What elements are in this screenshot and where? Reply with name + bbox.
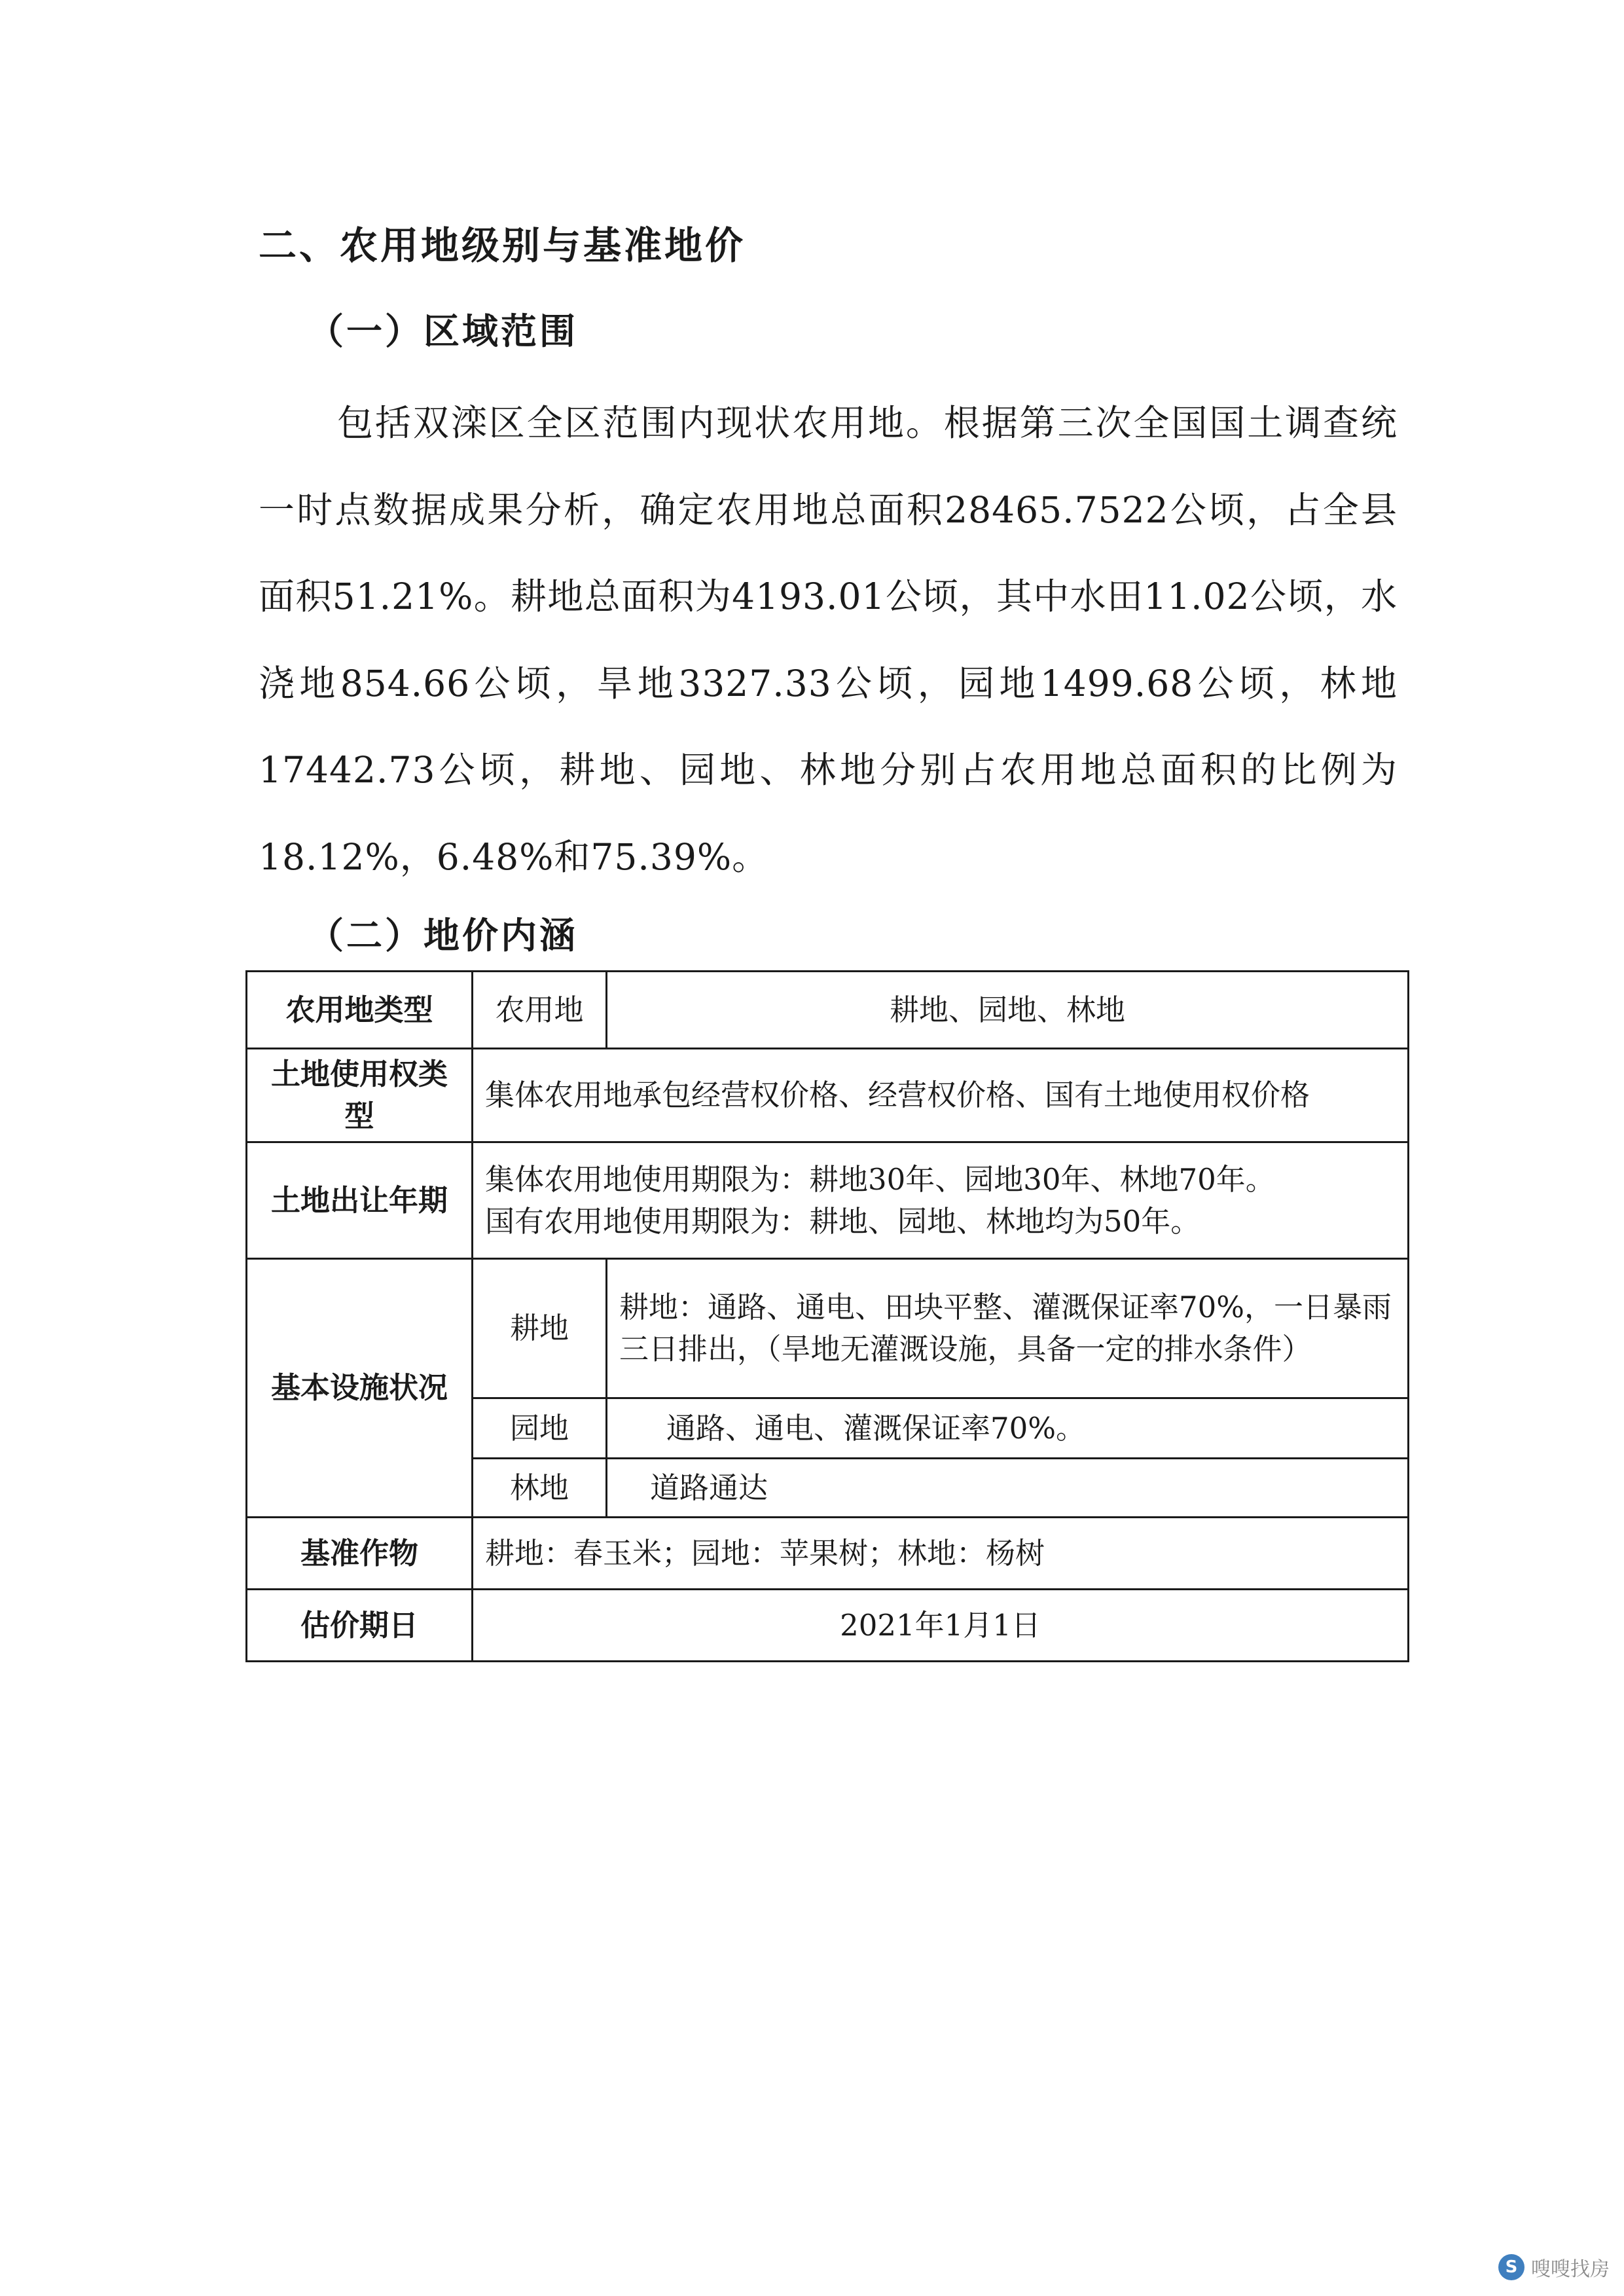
watermark-logo-icon: S	[1498, 2254, 1525, 2280]
row-value-line: 集体农用地使用期限为：耕地30年、园地30年、林地70年。	[485, 1161, 1275, 1197]
row-value: 2021年1月1日	[473, 1590, 1409, 1662]
table-row	[247, 1049, 1409, 1142]
row-value: 耕地：通路、通电、田块平整、灌溉保证率70%，一日暴雨三日排出，（旱地无灌溉设施，具备一定的排水条件）	[607, 1259, 1409, 1398]
table-row	[247, 1142, 1409, 1259]
row-label: 土地出让年期	[247, 1142, 473, 1259]
table-row	[247, 972, 1409, 1049]
body-paragraph: 包括双滦区全区范围内现状农用地。根据第三次全国国土调查统一时点数据成果分析，确定农用地总面积28465.7522公顷，占全县面积51.21%。耕地总面积为4193.01公顷，其中水田11.02公顷，水浇地854.66公顷，旱地3327.33公顷，园地1499.68公顷，林地17442.73公顷，耕地、园地、林地分别占农用地总面积的比例为18.12%，6.48%和75.39%。	[259, 402, 1398, 878]
row-sublabel: 耕地	[473, 1259, 607, 1398]
table-row	[247, 1590, 1409, 1662]
row-sublabel: 园地	[473, 1398, 607, 1459]
row-label: 基准作物	[247, 1518, 473, 1590]
row-value: 集体农用地承包经营权价格、经营权价格、国有土地使用权价格	[473, 1049, 1409, 1142]
land-price-table	[245, 970, 1409, 1662]
row-sublabel: 农用地	[473, 972, 607, 1049]
row-value	[473, 1142, 1409, 1259]
row-label: 基本设施状况	[247, 1259, 473, 1518]
row-sublabel: 林地	[473, 1459, 607, 1518]
row-label: 农用地类型	[247, 972, 473, 1049]
table-row	[247, 1518, 1409, 1590]
watermark	[1498, 2253, 1610, 2282]
row-value: 耕地、园地、林地	[607, 972, 1409, 1049]
row-value-line: 国有农用地使用期限为：耕地、园地、林地均为50年。	[485, 1203, 1200, 1239]
watermark-text: 嗖嗖找房	[1531, 2258, 1610, 2281]
row-value: 耕地：春玉米；园地：苹果树；林地：杨树	[473, 1518, 1409, 1590]
row-value: 道路通达	[607, 1459, 1409, 1518]
table-row	[247, 1259, 1409, 1398]
row-value: 通路、通电、灌溉保证率70%。	[607, 1398, 1409, 1459]
row-label: 土地使用权类型	[247, 1049, 473, 1142]
subsection-title-land-price: （二）地价内涵	[308, 914, 579, 957]
subsection-title-area: （一）区域范围	[308, 310, 579, 352]
section-heading: 二、农用地级别与基准地价	[259, 223, 746, 268]
row-label: 估价期日	[247, 1590, 473, 1662]
